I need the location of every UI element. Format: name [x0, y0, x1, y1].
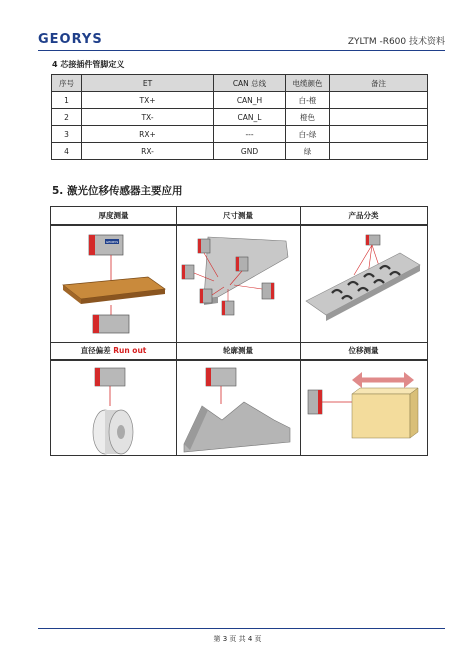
runout-illustration: [53, 362, 174, 455]
table-cell: ---: [214, 126, 286, 143]
column-header: 序号: [52, 75, 82, 92]
table-cell: 1: [52, 92, 82, 109]
table-cell: [330, 92, 428, 109]
page-number: 第 3 页 共 4 页: [213, 635, 262, 643]
table-row: [52, 109, 428, 126]
profile-illustration: [178, 362, 298, 455]
section-4-title: 4 芯接插件管脚定义: [52, 60, 125, 69]
grid-divider: [176, 207, 177, 455]
runout-label-red: Run out: [113, 346, 147, 355]
document-title: ZYLTM -R600 技术资料: [347, 37, 445, 47]
sensor-badge: GEORYS: [105, 240, 119, 244]
page-header: [38, 32, 445, 50]
table-cell: [330, 126, 428, 143]
app-label-profile: 轮廓测量: [176, 342, 300, 360]
classification-illustration: [302, 227, 426, 340]
column-header: 电缆颜色: [286, 75, 330, 92]
table-cell: 4: [52, 143, 82, 160]
app-label-classification: 产品分类: [300, 207, 427, 225]
table-cell: CAN_H: [214, 92, 286, 109]
footer-divider: [38, 628, 445, 629]
table-cell: [330, 109, 428, 126]
table-header-row: [52, 75, 428, 92]
table-cell: GND: [214, 143, 286, 160]
applications-grid: [50, 206, 428, 456]
table-cell: 白-绿: [286, 126, 330, 143]
table-cell: RX+: [82, 126, 214, 143]
table-cell: CAN_L: [214, 109, 286, 126]
app-label-runout: [51, 342, 176, 360]
app-label-thickness: 厚度测量: [51, 207, 176, 225]
app-label-dimension: 尺寸测量: [176, 207, 300, 225]
table-cell: 绿: [286, 143, 330, 160]
table-cell: TX+: [82, 92, 214, 109]
column-header: ET: [82, 75, 214, 92]
table-cell: RX-: [82, 143, 214, 160]
table-cell: 2: [52, 109, 82, 126]
table-row: [52, 126, 428, 143]
grid-divider: [51, 360, 427, 361]
displacement-illustration: [302, 362, 426, 455]
table-row: [52, 143, 428, 160]
table-cell: 3: [52, 126, 82, 143]
table-cell: TX-: [82, 109, 214, 126]
table-cell: 白-橙: [286, 92, 330, 109]
column-header: CAN 总线: [214, 75, 286, 92]
table-cell: 橙色: [286, 109, 330, 126]
pin-definition-table: [51, 74, 428, 160]
thickness-measurement-illustration: [53, 227, 174, 340]
app-label-displacement: 位移测量: [300, 342, 427, 360]
grid-divider: [51, 225, 427, 226]
brand-logo: GEORYS: [38, 32, 103, 47]
runout-label-text: 直径偏差: [80, 346, 111, 355]
section-5-title: 5. 激光位移传感器主要应用: [52, 185, 183, 197]
grid-divider: [300, 207, 301, 455]
table-row: [52, 92, 428, 109]
header-divider: [38, 50, 445, 51]
table-cell: [330, 143, 428, 160]
dimension-measurement-illustration: [178, 227, 298, 340]
column-header: 备注: [330, 75, 428, 92]
